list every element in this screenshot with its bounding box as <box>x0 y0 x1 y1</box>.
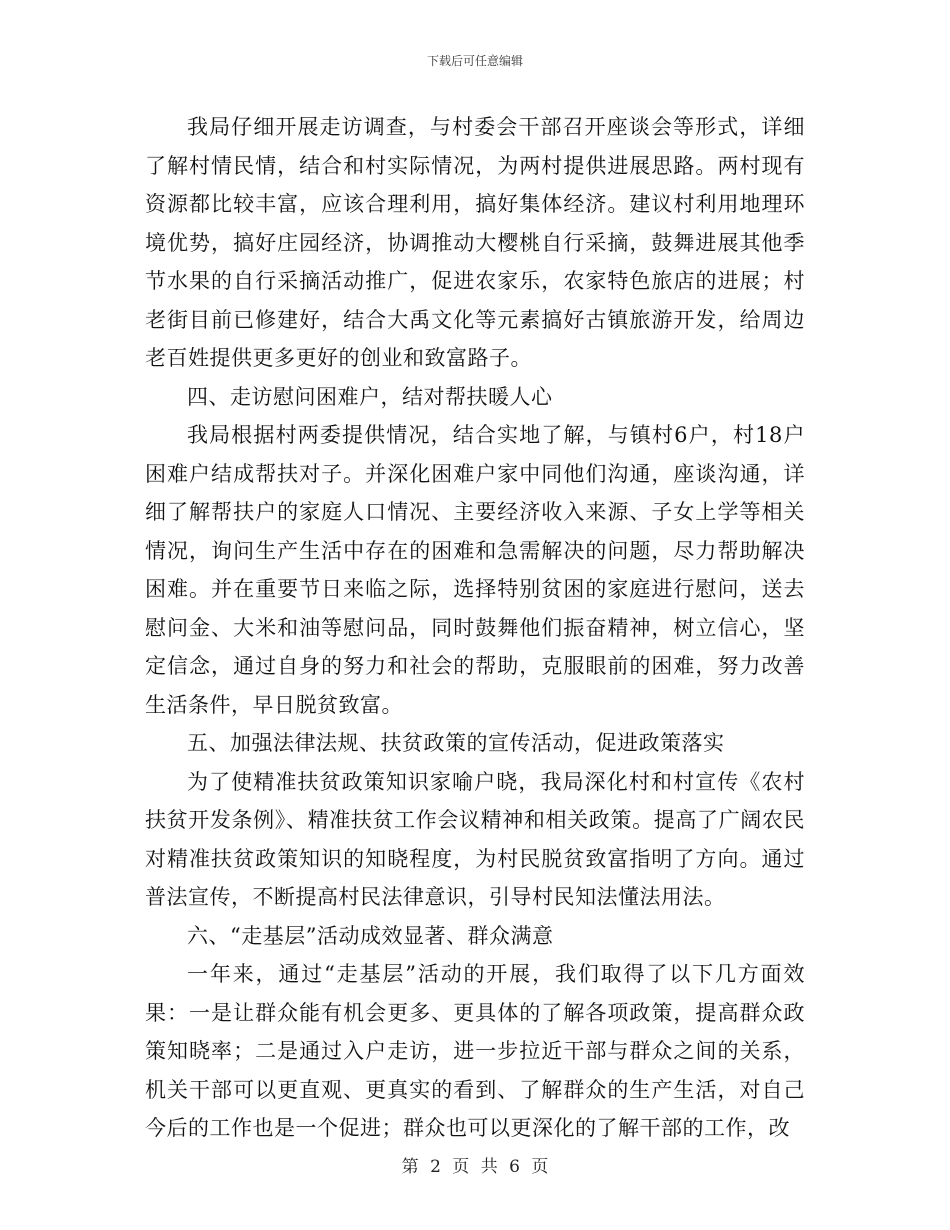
section-heading-6: 六、“走基层”活动成效显著、群众满意 <box>187 923 554 948</box>
page-header: 下载后可任意编辑 <box>426 54 523 68</box>
paragraph-publicity: 为了使精准扶贫政策知识家喻户晓，我局深化村和村宣传《农村扶贫开发条例》、精准扶贫工作会议精神和相关政策。提高了广阔农民对精准扶贫政策知识的知晓程度，为村民脱贫致富指明了方向。通过普法宣传，不断提高村民法律意识，引导村民知法懂法用法。 <box>145 769 805 909</box>
paragraph-assistance: 我局根据村两委提供情况，结合实地了解，与镇村6户，村18户困难户结成帮扶对子。并深化困难户家中同他们沟通，座谈沟通，详细了解帮扶户的家庭人口情况、主要经济收入来源、子女上学等相关情况，询问生产生活中存在的困难和急需解决的问题，尽力帮助解决困难。并在重要节日来临之际，选择特别贫困的家庭进行慰问，送去慰问金、大米和油等慰问品，同时鼓舞他们振奋精神，树立信心，坚定信念，通过自身的努力和社会的帮助，克服眼前的困难，努力改善生活条件，早日脱贫致富。 <box>145 423 805 717</box>
section-heading-4: 四、走访慰问困难户，结对帮扶暖人心 <box>187 384 553 409</box>
paragraph-results: 一年来，通过“走基层”活动的开展，我们取得了以下几方面效果：一是让群众能有机会更多、更具体的了解各项政策，提高群众政策知晓率；二是通过入户走访，进一步拉近干部与群众之间的关系，机关干部可以更直观、更真实的看到、了解群众的生产生活，对自己今后的工作也是一个促进；群众也可以更深化的了解干部的工作，改 <box>145 962 805 1140</box>
section-heading-5: 五、加强法律法规、扶贫政策的宣传活动，促进政策落实 <box>187 731 725 755</box>
page-footer: 第 2 页 共 6 页 <box>401 1157 549 1177</box>
paragraph-investigation: 我局仔细开展走访调查，与村委会干部召开座谈会等形式，详细了解村情民情，结合和村实际情况，为两村提供进展思路。两村现有资源都比较丰富，应该合理利用，搞好集体经济。建议村利用地理环境优势，搞好庄园经济，协调推动大樱桃自行采摘，鼓舞进展其他季节水果的自行采摘活动推广，促进农家乐，农家特色旅店的进展；村老街目前已修建好，结合大禹文化等元素搞好古镇旅游开发，给周边老百姓提供更多更好的创业和致富路子。 <box>145 115 805 370</box>
document-body <box>145 108 805 1148</box>
